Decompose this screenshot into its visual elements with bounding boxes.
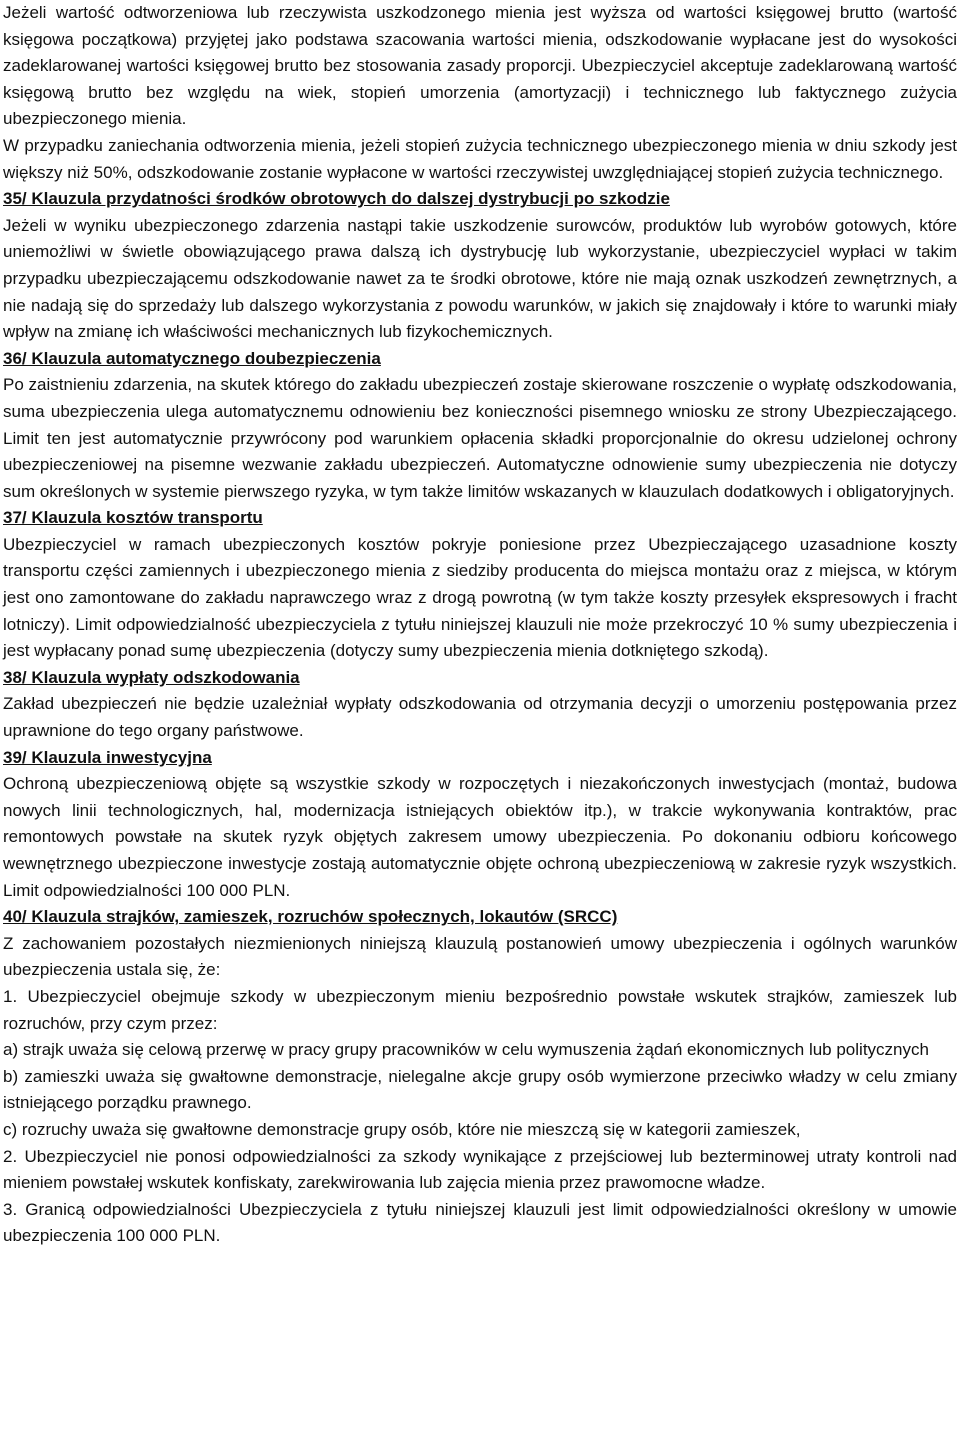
clause-40-item-3: 3. Granicą odpowiedzialności Ubezpieczyciela z tytułu niniejszej klauzuli jest limit odpowiedzialności określony w umowie ubezpieczenia 100 000 PLN. — [3, 1199, 957, 1246]
clause-40-item-b: b) zamieszki uważa się gwałtowne demonstracje, nielegalne akcje grupy osób wymierzone przeciwko władzy w celu zmiany istniejącego porządku prawnego. — [3, 1066, 957, 1113]
intro-paragraph-1: Jeżeli wartość odtworzeniowa lub rzeczywista uszkodzonego mienia jest wyższa od wartości księgowej brutto (wartość księgowa początkowa) przyjętej jako podstawa szacowania wartości mienia, odszkodowanie wypłacane jest do wysokości zadeklarowanej wartości księgowej brutto bez stosowania zasady proporcji. Ubezpieczyciel akceptuje zadeklarowaną wartość księgową brutto bez względu na wiek, stopień umorzenia (amortyzacji) i technicznego lub faktycznego zużycia ubezpieczonego mienia. — [3, 3, 957, 129]
clause-40-item-2: 2. Ubezpieczyciel nie ponosi odpowiedzialności za szkody wynikające z przejściowej lub bezterminowej utraty kontroli nad mieniem powstałej wskutek konfiskaty, zarekwirowania lub zajęcia mienia przez prawomocne władze. — [3, 1146, 957, 1193]
clause-40-item-c: c) rozruchy uważa się gwałtowne demonstracje grupy osób, które nie mieszczą się w kategorii zamieszek, — [3, 1119, 801, 1139]
clause-39-title: 39/ Klauzula inwestycyjna — [3, 747, 212, 767]
clause-39-body: Ochroną ubezpieczeniową objęte są wszystkie szkody w rozpoczętych i niezakończonych inwestycjach (montaż, budowa nowych linii technologicznych, hal, modernizacja istniejących obiektów itp.), w trakcie wykonywania kontraktów, prac remontowych powstałe na skutek ryzyk objętych zakresem umowy ubezpieczenia. Po dokonaniu odbioru końcowego wewnętrznego ubezpieczone inwestycje zostają automatycznie objęte ochroną ubezpieczeniową w zakresie ryzyk wszystkich. Limit odpowiedzialności 100 000 PLN. — [3, 774, 957, 900]
clause-38-title: 38/ Klauzula wypłaty odszkodowania — [3, 667, 300, 687]
clause-38-body: Zakład ubezpieczeń nie będzie uzależniał wypłaty odszkodowania od otrzymania decyzji o umorzeniu postępowania przez uprawnione do tego organy państwowe. — [3, 694, 957, 741]
clause-40-item-1: 1. Ubezpieczyciel obejmuje szkody w ubezpieczonym mieniu bezpośrednio powstałe wskutek strajków, zamieszek lub rozruchów, przy czym przez: — [3, 986, 957, 1033]
clause-35-title: 35/ Klauzula przydatności środków obrotowych do dalszej dystrybucji po szkodzie — [3, 189, 670, 209]
intro-paragraph-2: W przypadku zaniechania odtworzenia mienia, jeżeli stopień zużycia technicznego ubezpieczonego mienia w dniu szkody jest większy niż 50%, odszkodowanie zostanie wypłacone w wartości rzeczywistej uwzględniającej stopień zużycia technicznego. — [3, 135, 957, 182]
clause-40-intro: Z zachowaniem pozostałych niezmienionych niniejszą klauzulą postanowień umowy ubezpieczenia i ogólnych warunków ubezpieczenia ustala się, że: — [3, 933, 957, 980]
clause-40-item-a: a) strajk uważa się celową przerwę w pracy grupy pracowników w celu wymuszenia żądań ekonomicznych lub politycznych — [3, 1040, 929, 1060]
clause-37-body: Ubezpieczyciel w ramach ubezpieczonych kosztów pokryje poniesione przez Ubezpieczającego uzasadnione koszty transportu części zamiennych i ubezpieczonego mienia z siedziby producenta do miejsca montażu oraz z miejsca, w którym jest ono zamontowane do zakładu naprawczego wraz z drogą powrotną (w tym także koszty przesyłek ekspresowych i fracht lotniczy). Limit odpowiedzialność ubezpieczyciela z tytułu niniejszej klauzuli nie może przekroczyć 10 % sumy ubezpieczenia i jest wypłacany ponad sumę ubezpieczenia (dotyczy sumy ubezpieczenia mienia dotkniętego szkodą). — [3, 534, 957, 661]
clause-36-title: 36/ Klauzula automatycznego doubezpieczenia — [3, 348, 381, 368]
clause-37-title: 37/ Klauzula kosztów transportu — [3, 508, 263, 528]
clause-36-body: Po zaistnieniu zdarzenia, na skutek którego do zakładu ubezpieczeń zostaje skierowane roszczenie o wypłatę odszkodowania, suma ubezpieczenia ulega automatycznemu odnowieniu bez konieczności pisemnego wniosku ze strony Ubezpieczającego. Limit ten jest automatycznie przywrócony pod warunkiem opłacenia składki proporcjonalnie do okresu udzielonej ochrony ubezpieczeniowej na pisemne wezwanie zakładu ubezpieczeń. Automatyczne odnowienie sumy ubezpieczenia nie dotyczy sum określonych w systemie pierwszego ryzyka, w tym także limitów wskazanych w klauzulach dodatkowych i obligatoryjnych. — [3, 375, 957, 501]
clause-40-title: 40/ Klauzula strajków, zamieszek, rozruchów społecznych, lokautów (SRCC) — [3, 907, 618, 927]
clause-35-body: Jeżeli w wyniku ubezpieczonego zdarzenia nastąpi takie uszkodzenie surowców, produktów lub wyrobów gotowych, które uniemożliwi w świetle obowiązującego prawa dalszą ich dystrybucję lub wykorzystanie, ubezpieczyciel wypłaci w takim przypadku ubezpieczającemu odszkodowanie nawet za te środki obrotowe, które nie mają oznak uszkodzeń zewnętrznych, a nie nadają się do sprzedaży lub dalszego wykorzystania z powodu warunków, w jakich się znajdowały i które to warunki miały wpływ na zmianę ich właściwości mechanicznych lub fizykochemicznych. — [3, 215, 957, 342]
